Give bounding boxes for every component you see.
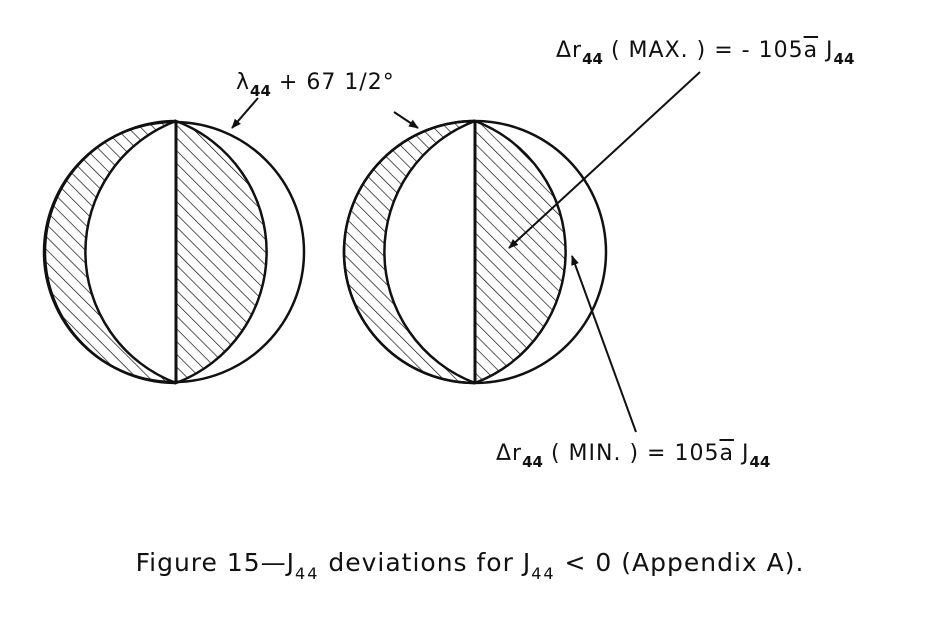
longitude-pointer-right (394, 112, 418, 128)
figure-caption: Figure $15—J_{44}$ deviations for $J_{44} < 0$ (Appendix A). (135, 548, 805, 583)
max-pointer-arrow (509, 72, 700, 248)
right-sphere-left-lune (344, 121, 475, 383)
min-pointer-arrow (572, 256, 636, 432)
right-sphere-right-lune (475, 121, 566, 383)
longitude-pointer-left (232, 98, 258, 128)
right-sphere (344, 121, 606, 383)
min-deviation-label: $\Delta r_{44}$ ( MIN. ) = $105\overline{a}$ $J_{44}$ (496, 441, 771, 471)
max-deviation-label: $\Delta r_{44}$ ( MAX. ) = - $105\overline{a}$ $J_{44}$ (556, 38, 855, 68)
longitude-label: $\lambda_{44} + 67$ 1/2° (236, 70, 395, 100)
left-sphere-right-lune (176, 121, 267, 383)
left-sphere (44, 121, 304, 383)
left-sphere-left-lune (45, 121, 176, 383)
